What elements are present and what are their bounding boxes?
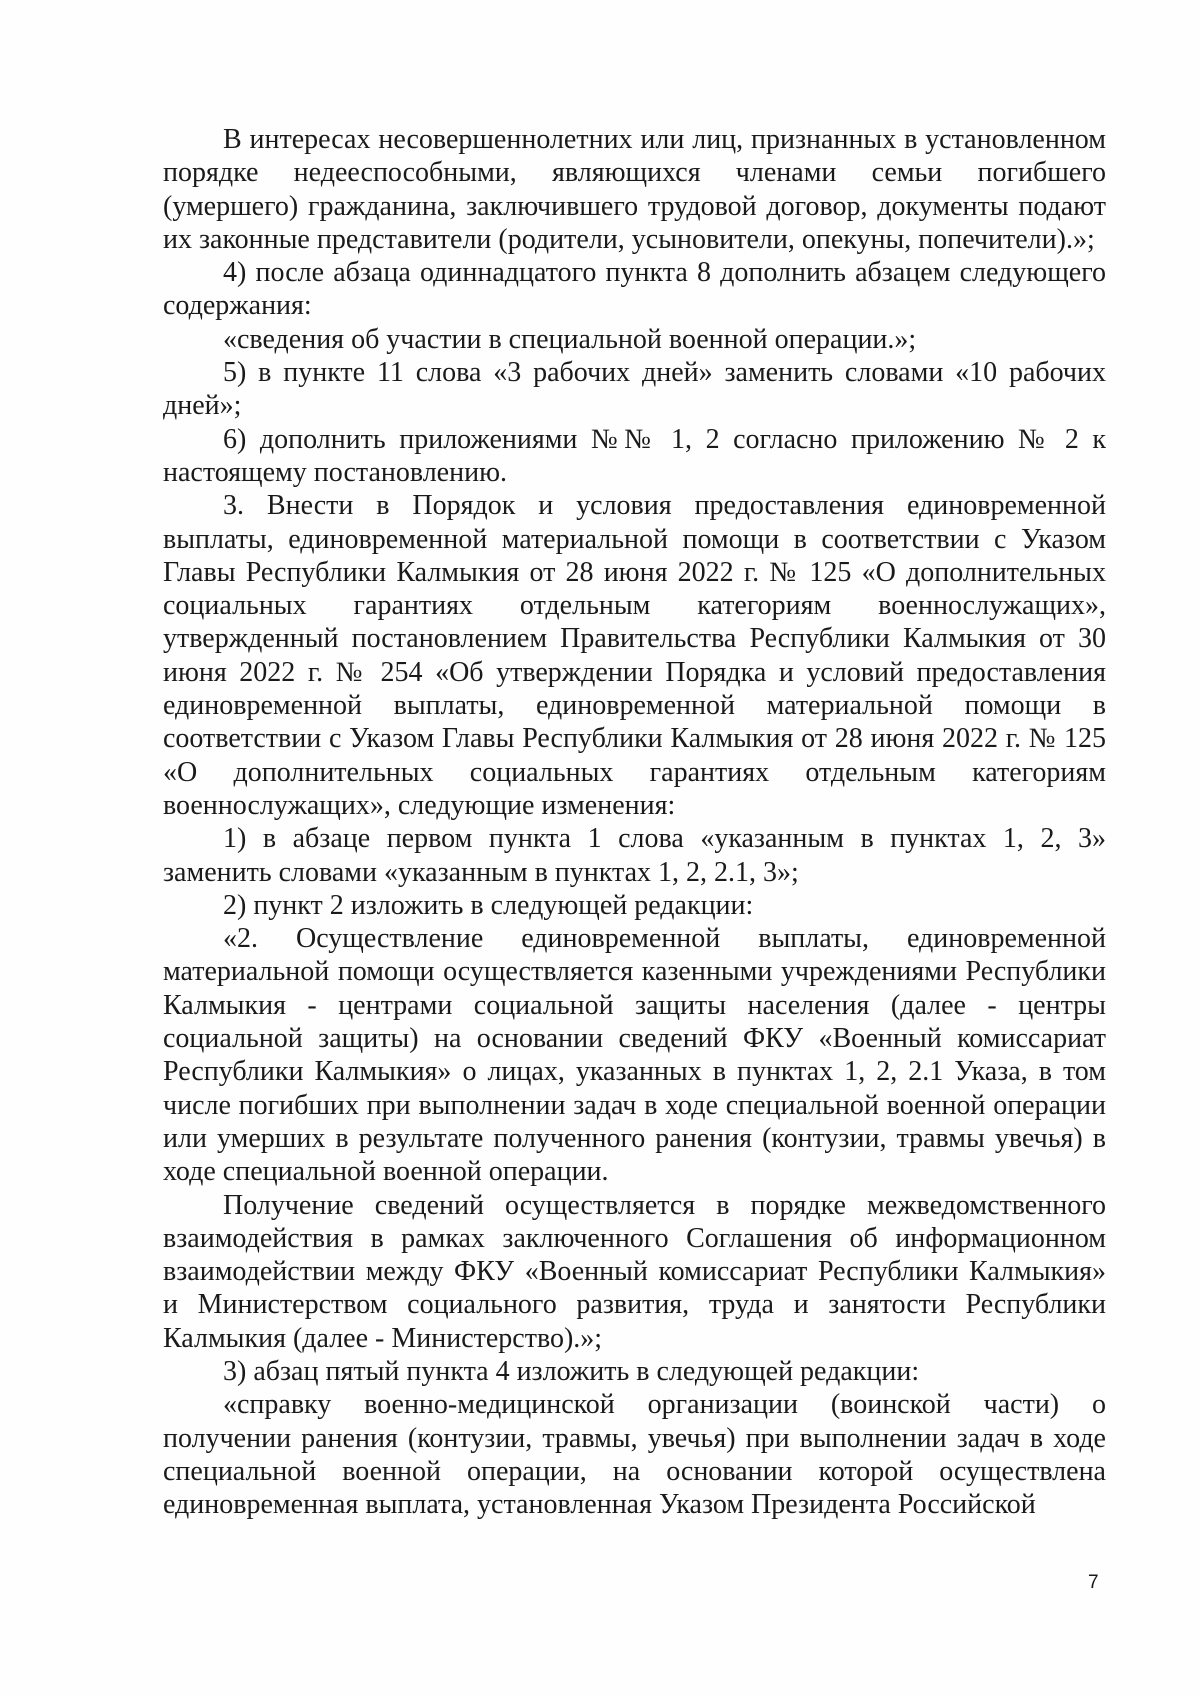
page-number: 7 bbox=[1088, 1572, 1099, 1593]
document-body bbox=[163, 123, 1106, 1521]
paragraph-quote-item-2: «2. Осуществление единовременной выплаты, единовременной материальной помощи осуществляется казенными учреждениями Республики Калмыкия - центрами социальной защиты населения (далее - центры социальной защиты) на основании сведений ФКУ «Военный комиссариат Республики Калмыкия» о лицах, указанных в пунктах 1, 2, 2.1 Указа, в том числе погибших при выполнении задач в ходе специальной военной операции или умерших в результате полученного ранения (контузии, травмы увечья) в ходе специальной военной операции. bbox=[163, 923, 1106, 1188]
paragraph-item-6: 6) дополнить приложениями №№ 1, 2 согласно приложению № 2 к настоящему постановлению. bbox=[163, 423, 1106, 488]
paragraph-subitem-1: 1) в абзаце первом пункта 1 слова «указанным в пунктах 1, 2, 3» заменить словами «указанным в пунктах 1, 2, 2.1, 3»; bbox=[163, 823, 1106, 888]
paragraph-item-4: 4) после абзаца одиннадцатого пункта 8 дополнить абзацем следующего содержания: bbox=[163, 257, 1106, 322]
paragraph-subitem-2: 2) пункт 2 изложить в следующей редакции: bbox=[223, 889, 754, 921]
paragraph-quote-medical-certificate: «справку военно-медицинской организации (воинской части) о получении ранения (контузии, травмы, увечья) при выполнении задач в ходе специальной военной операции, на основании которой осуществлена единовременная выплата, установленная Указом Президента Российской bbox=[163, 1389, 1106, 1521]
paragraph-subitem-3: 3) абзац пятый пункта 4 изложить в следующей редакции: bbox=[223, 1355, 920, 1387]
paragraph-section-3: 3. Внести в Порядок и условия предоставления единовременной выплаты, единовременной материальной помощи в соответствии с Указом Главы Республики Калмыкия от 28 июня 2022 г. № 125 «О дополнительных социальных гарантиях отдельным категориям военнослужащих», утвержденный постановлением Правительства Республики Калмыкия от 30 июня 2022 г. № 254 «Об утверждении Порядка и условий предоставления единовременной выплаты, единовременной материальной помощи в соответствии с Указом Главы Республики Калмыкия от 28 июня 2022 г. № 125 «О дополнительных социальных гарантиях отдельным категориям военнослужащих», следующие изменения: bbox=[163, 490, 1106, 821]
paragraph-info-exchange: Получение сведений осуществляется в порядке межведомственного взаимодействия в рамках заключенного Соглашения об информационном взаимодействии между ФКУ «Военный комиссариат Республики Калмыкия» и Министерством социального развития, труда и занятости Республики Калмыкия (далее - Министерство).»; bbox=[163, 1189, 1106, 1354]
paragraph-minors-representatives: В интересах несовершеннолетних или лиц, признанных в установленном порядке недееспособными, являющихся членами семьи погибшего (умершего) гражданина, заключившего трудовой договор, документы подают их законные представители (родители, усыновители, опекуны, попечители).»; bbox=[163, 124, 1106, 255]
paragraph-quote-svo-participation: «сведения об участии в специальной военной операции.»; bbox=[223, 323, 917, 355]
paragraph-item-5: 5) в пункте 11 слова «3 рабочих дней» заменить словами «10 рабочих дней»; bbox=[163, 357, 1106, 422]
